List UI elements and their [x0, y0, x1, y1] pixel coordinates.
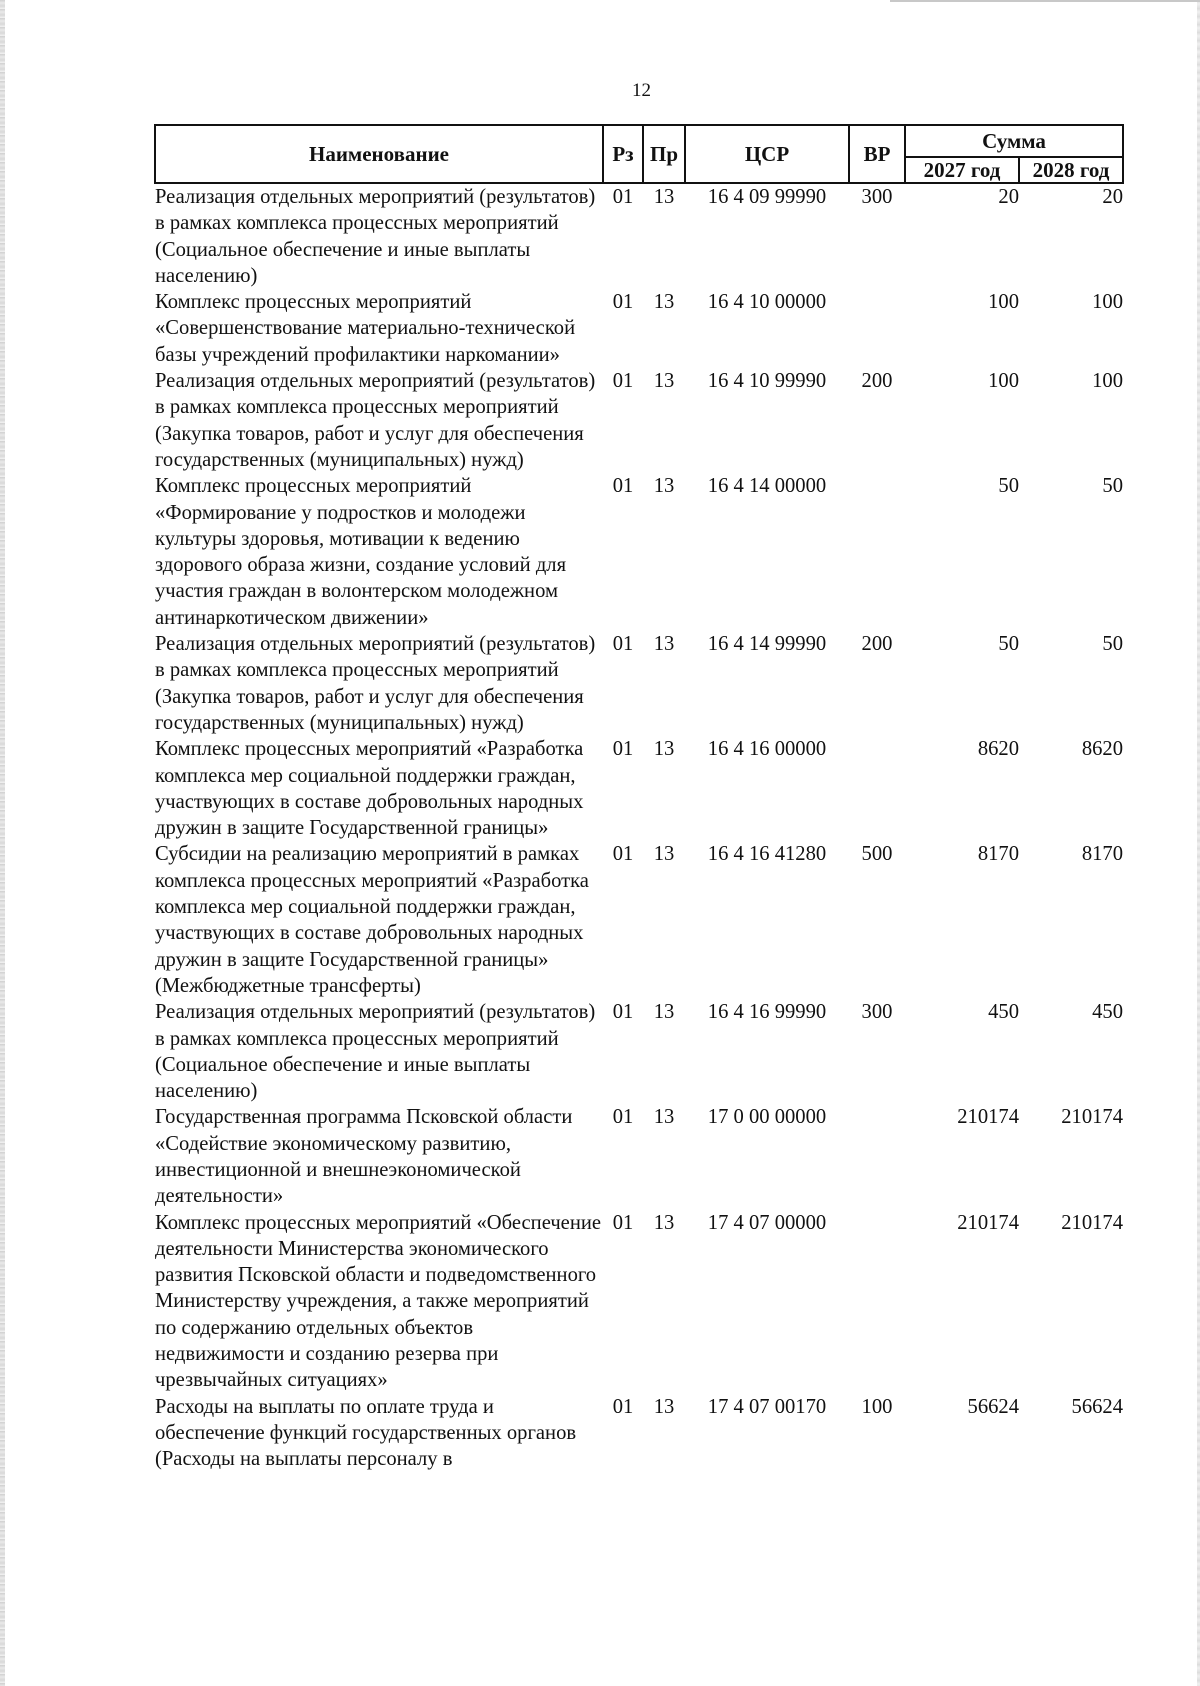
row-sum-2027: 100 — [988, 291, 1019, 314]
row-pr: 13 — [653, 1211, 675, 1234]
row-sum-2027: 100 — [988, 370, 1019, 393]
header-year-2028: 2028 год — [1019, 157, 1123, 183]
row-sum-2028: 56624 — [1071, 1395, 1123, 1418]
table-body — [155, 183, 1123, 1473]
row-sum-2027: 210174 — [957, 1106, 1019, 1129]
row-vr: 300 — [861, 186, 893, 208]
row-vr — [849, 736, 905, 841]
row-sum-2027: 20 — [998, 186, 1019, 208]
row-rz: 01 — [612, 633, 634, 656]
row-csr: 17 4 07 00170 — [707, 1395, 827, 1418]
row-csr: 16 4 16 00000 — [707, 738, 827, 761]
table-row — [155, 631, 1123, 736]
row-sum-2028: 100 — [1092, 291, 1123, 314]
row-csr: 16 4 10 00000 — [707, 291, 827, 314]
row-csr: 16 4 16 41280 — [707, 843, 827, 866]
row-vr: 300 — [861, 1001, 893, 1024]
row-rz: 01 — [612, 1001, 634, 1024]
row-sum-2028: 8620 — [1081, 738, 1123, 761]
row-vr — [849, 289, 905, 368]
row-rz: 01 — [612, 1106, 634, 1129]
header-rz: Рз — [603, 125, 643, 183]
row-csr: 16 4 09 99990 — [707, 186, 827, 208]
row-pr: 13 — [653, 370, 675, 393]
row-sum-2028: 8170 — [1081, 843, 1123, 866]
row-rz: 01 — [612, 291, 634, 314]
row-sum-2028: 100 — [1092, 370, 1123, 393]
row-sum-2027: 56624 — [967, 1395, 1019, 1418]
table-row — [155, 473, 1123, 631]
table-row — [155, 1104, 1123, 1209]
row-name: Комплекс процессных мероприятий «Совершенствование материально-технической базы учреждений профилактики наркомании» — [155, 291, 576, 366]
row-rz: 01 — [612, 738, 634, 761]
scan-edge-left — [0, 0, 5, 1686]
header-vr: ВР — [849, 125, 905, 183]
table-header — [155, 125, 1123, 183]
row-sum-2028: 210174 — [1061, 1211, 1123, 1234]
table-row — [155, 1394, 1123, 1473]
row-pr: 13 — [653, 1106, 675, 1129]
row-csr: 16 4 14 00000 — [707, 475, 827, 498]
table-row — [155, 736, 1123, 841]
row-rz: 01 — [612, 1395, 634, 1418]
row-name: Реализация отдельных мероприятий (результатов) в рамках комплекса процессных мероприятий (Социальное обеспечение и иные выплаты населению) — [155, 186, 596, 287]
row-pr: 13 — [653, 843, 675, 866]
row-csr: 16 4 16 99990 — [707, 1001, 827, 1024]
row-vr — [849, 473, 905, 631]
header-csr: ЦСР — [685, 125, 849, 183]
budget-table — [154, 124, 1124, 1473]
row-rz: 01 — [612, 475, 634, 498]
row-sum-2028: 20 — [1102, 186, 1123, 208]
row-pr: 13 — [653, 738, 675, 761]
row-csr: 17 4 07 00000 — [707, 1211, 827, 1234]
row-sum-2027: 50 — [998, 633, 1019, 656]
row-pr: 13 — [653, 475, 675, 498]
table-row — [155, 289, 1123, 368]
row-rz: 01 — [612, 1211, 634, 1234]
table-row — [155, 368, 1123, 473]
row-pr: 13 — [653, 291, 675, 314]
row-vr: 200 — [861, 633, 893, 656]
row-name: Комплекс процессных мероприятий «Обеспечение деятельности Министерства экономического развития Псковской области и подведомственного Министерству учреждения, а также мероприятий по содержанию отдельных объектов недвижимости и созданию резерва при чрезвычайных ситуациях» — [155, 1211, 602, 1392]
row-sum-2027: 450 — [988, 1001, 1019, 1024]
row-csr: 16 4 14 99990 — [707, 633, 827, 656]
row-vr: 500 — [861, 843, 893, 866]
row-sum-2027: 210174 — [957, 1211, 1019, 1234]
scan-edge-top — [890, 0, 1200, 2]
row-name: Реализация отдельных мероприятий (результатов) в рамках комплекса процессных мероприятий (Закупка товаров, работ и услуг для обеспечения государственных (муниципальных) нужд) — [155, 633, 596, 734]
row-rz: 01 — [612, 370, 634, 393]
row-pr: 13 — [653, 1001, 675, 1024]
row-name: Государственная программа Псковской области «Содействие экономическому развитию, инвестиционной и внешнеэкономической деятельности» — [155, 1106, 573, 1208]
row-vr: 100 — [861, 1395, 893, 1418]
row-vr: 200 — [861, 370, 893, 393]
row-sum-2028: 450 — [1092, 1001, 1123, 1024]
row-name: Комплекс процессных мероприятий «Разработка комплекса мер социальной поддержки граждан, участвующих в составе добровольных народных дружин в защите Государственной границы» — [155, 738, 584, 840]
row-name: Комплекс процессных мероприятий «Формирование у подростков и молодежи культуры здоровья, мотивации к ведению здорового образа жизни, создание условий для участия граждан в волонтерском молодежном антинаркотическом движении» — [155, 475, 567, 629]
table-row — [155, 999, 1123, 1104]
row-sum-2028: 210174 — [1061, 1106, 1123, 1129]
row-name: Субсидии на реализацию мероприятий в рамках комплекса процессных мероприятий «Разработка комплекса мер социальной поддержки граждан, участвующих в составе добровольных народных дружин в защите Государственной границы» (Межбюджетные трансферты) — [155, 843, 589, 997]
row-sum-2027: 8170 — [977, 843, 1019, 866]
table-row — [155, 183, 1123, 289]
header-year-2027: 2027 год — [905, 157, 1019, 183]
header-pr: Пр — [643, 125, 685, 183]
row-rz: 01 — [612, 186, 634, 208]
row-name: Реализация отдельных мероприятий (результатов) в рамках комплекса процессных мероприятий (Закупка товаров, работ и услуг для обеспечения государственных (муниципальных) нужд) — [155, 370, 596, 471]
row-name: Расходы на выплаты по оплате труда и обеспечение функций государственных органов (Расходы на выплаты персоналу в — [155, 1395, 577, 1471]
header-name: Наименование — [155, 125, 603, 183]
row-vr — [849, 1104, 905, 1209]
row-vr — [849, 1210, 905, 1394]
table-row — [155, 1210, 1123, 1394]
row-name: Реализация отдельных мероприятий (результатов) в рамках комплекса процессных мероприятий (Социальное обеспечение и иные выплаты населению) — [155, 1001, 596, 1103]
row-sum-2027: 8620 — [977, 738, 1019, 761]
row-csr: 16 4 10 99990 — [707, 370, 827, 393]
header-sum: Сумма — [905, 125, 1123, 157]
row-sum-2028: 50 — [1102, 633, 1123, 656]
row-pr: 13 — [653, 633, 675, 656]
row-pr: 13 — [653, 186, 675, 208]
budget-table-container — [154, 124, 1122, 1473]
row-csr: 17 0 00 00000 — [707, 1106, 827, 1129]
row-pr: 13 — [653, 1395, 675, 1418]
page-number: 12 — [632, 80, 651, 101]
row-rz: 01 — [612, 843, 634, 866]
table-row — [155, 841, 1123, 999]
row-sum-2027: 50 — [998, 475, 1019, 498]
row-sum-2028: 50 — [1102, 475, 1123, 498]
